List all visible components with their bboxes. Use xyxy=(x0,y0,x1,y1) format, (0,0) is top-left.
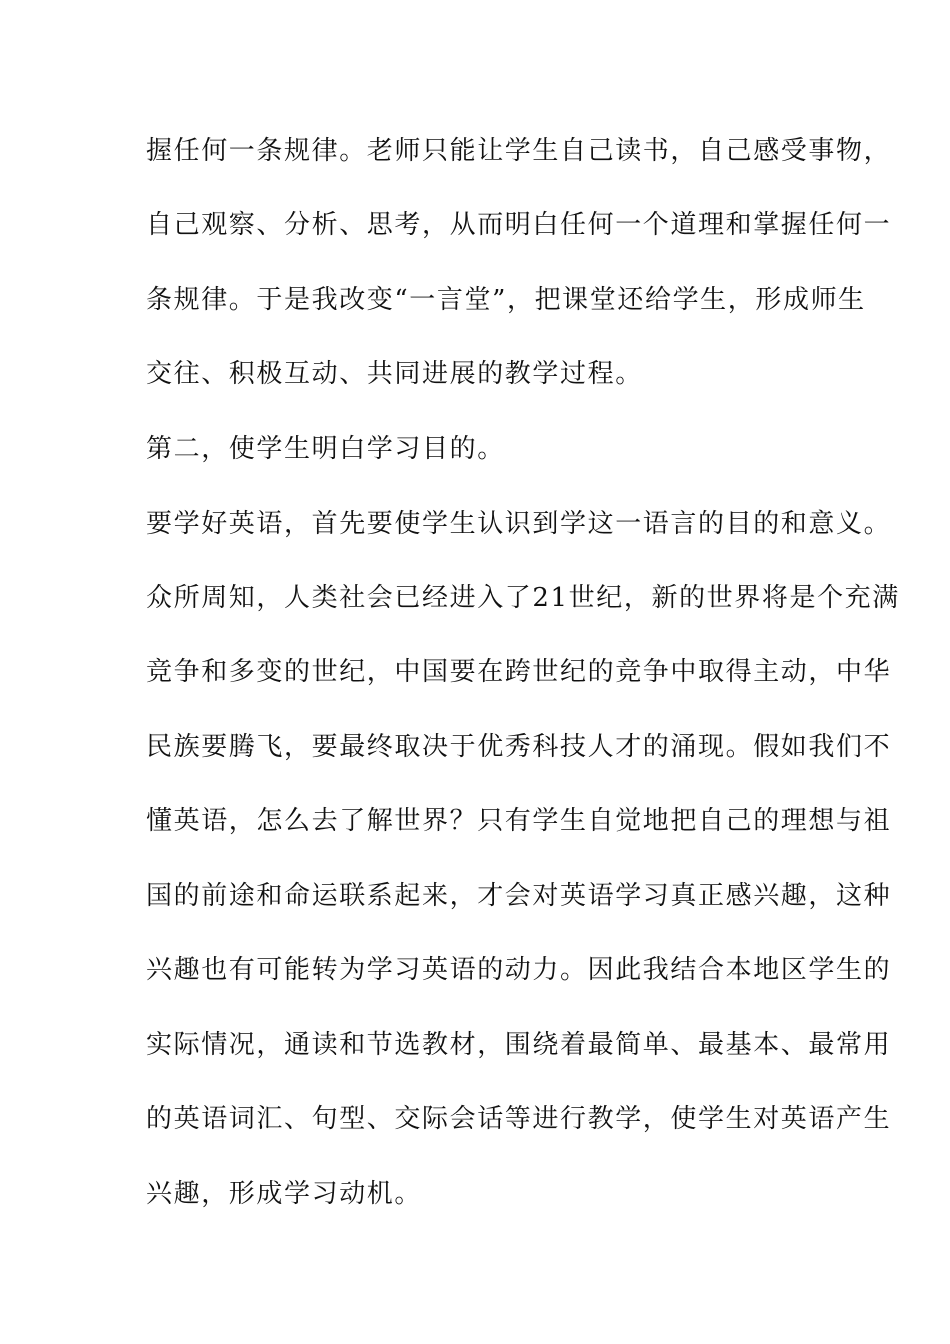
text-line-9: 民族要腾飞，要最终取决于优秀科技人才的涌现。假如我们不 xyxy=(146,732,892,762)
section-heading: 第二，使学生明白学习目的。 xyxy=(146,434,505,464)
text-line-6: 要学好英语，首先要使学生认识到学这一语言的目的和意义。 xyxy=(146,509,892,539)
text-line-4: 交往、积极互动、共同进展的教学过程。 xyxy=(146,359,643,389)
text-line-12: 兴趣也有可能转为学习英语的动力。因此我结合本地区学生的 xyxy=(146,955,892,985)
text-line-14: 的英语词汇、句型、交际会话等进行教学，使学生对英语产生 xyxy=(146,1104,892,1134)
text-line-7: 众所周知，人类社会已经进入了21世纪，新的世界将是个充满 xyxy=(146,583,900,613)
text-line-10: 懂英语，怎么去了解世界？只有学生自觉地把自己的理想与祖 xyxy=(146,806,892,836)
text-line-11: 国的前途和命运联系起来，才会对英语学习真正感兴趣，这种 xyxy=(146,881,892,911)
text-line-1: 握任何一条规律。老师只能让学生自己读书，自己感受事物， xyxy=(146,136,892,166)
text-line-15: 兴趣，形成学习动机。 xyxy=(146,1179,423,1209)
text-line-8: 竞争和多变的世纪，中国要在跨世纪的竞争中取得主动，中华 xyxy=(146,657,892,687)
text-line-13: 实际情况，通读和节选教材，围绕着最简单、最基本、最常用 xyxy=(146,1030,892,1060)
text-line-2: 自己观察、分析、思考，从而明白任何一个道理和掌握任何一 xyxy=(146,210,892,240)
text-line-3: 条规律。于是我改变“一言堂”，把课堂还给学生，形成师生 xyxy=(146,285,866,315)
